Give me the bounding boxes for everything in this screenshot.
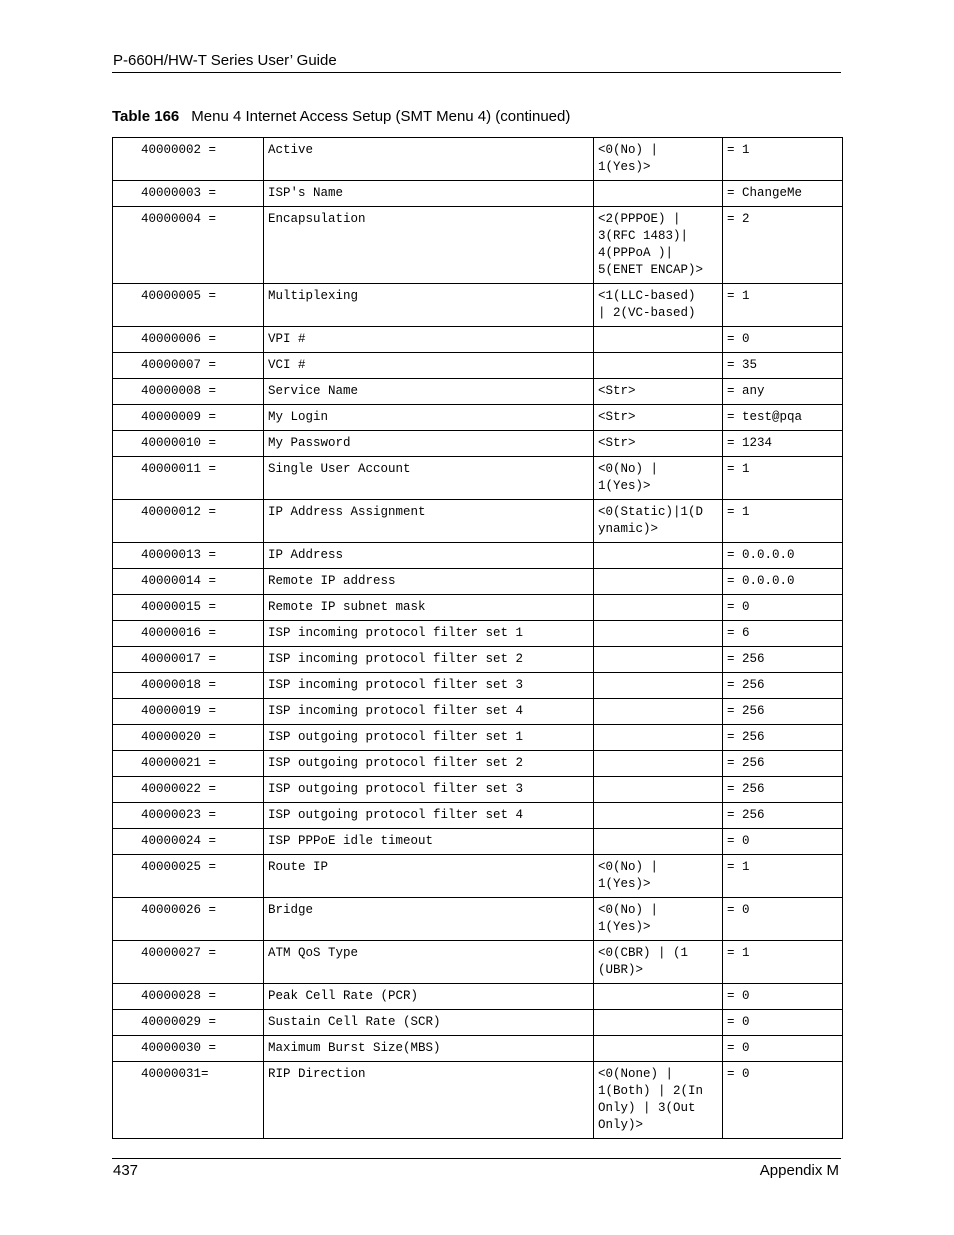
page-header-title: P-660H/HW-T Series User’ Guide [113, 52, 337, 69]
row-value-cell: = test@pqa [723, 405, 843, 431]
row-code-cell: 40000018 = [113, 673, 264, 699]
row-code-cell: 40000004 = [113, 207, 264, 284]
row-options-cell: <0(No) | 1(Yes)> [594, 855, 723, 898]
row-name-cell: My Login [264, 405, 594, 431]
row-code-cell: 40000025 = [113, 855, 264, 898]
table-row [113, 1062, 843, 1139]
row-value-cell: = 256 [723, 777, 843, 803]
row-options-cell: <0(Static)|1(D ynamic)> [594, 500, 723, 543]
row-value-cell: = 1 [723, 138, 843, 181]
row-options-cell [594, 673, 723, 699]
row-name-cell: ISP PPPoE idle timeout [264, 829, 594, 855]
row-name-cell: Bridge [264, 898, 594, 941]
table-row [113, 621, 843, 647]
row-name-cell: Encapsulation [264, 207, 594, 284]
row-code-cell: 40000017 = [113, 647, 264, 673]
table-row [113, 207, 843, 284]
table-row [113, 751, 843, 777]
row-name-cell: Single User Account [264, 457, 594, 500]
row-options-cell [594, 777, 723, 803]
footer-section: Appendix M [759, 1162, 839, 1179]
row-name-cell: Peak Cell Rate (PCR) [264, 984, 594, 1010]
row-name-cell: Route IP [264, 855, 594, 898]
row-name-cell: ISP incoming protocol filter set 4 [264, 699, 594, 725]
row-value-cell: = 35 [723, 353, 843, 379]
row-name-cell: ISP outgoing protocol filter set 1 [264, 725, 594, 751]
row-name-cell: ISP incoming protocol filter set 3 [264, 673, 594, 699]
row-value-cell: = 0 [723, 984, 843, 1010]
row-code-cell: 40000010 = [113, 431, 264, 457]
row-name-cell: My Password [264, 431, 594, 457]
row-options-cell [594, 984, 723, 1010]
table-row [113, 803, 843, 829]
row-code-cell: 40000008 = [113, 379, 264, 405]
row-value-cell: = 0 [723, 1036, 843, 1062]
row-name-cell: Maximum Burst Size(MBS) [264, 1036, 594, 1062]
row-value-cell: = 0 [723, 1010, 843, 1036]
row-code-cell: 40000030 = [113, 1036, 264, 1062]
table-row [113, 829, 843, 855]
row-value-cell: = 0.0.0.0 [723, 569, 843, 595]
row-options-cell [594, 803, 723, 829]
row-code-cell: 40000026 = [113, 898, 264, 941]
settings-table [112, 137, 843, 1139]
table-caption-label: Table 166 [112, 108, 180, 125]
row-options-cell [594, 353, 723, 379]
row-value-cell: = 1 [723, 457, 843, 500]
table-row [113, 405, 843, 431]
table-row [113, 725, 843, 751]
row-code-cell: 40000013 = [113, 543, 264, 569]
table-row [113, 284, 843, 327]
row-code-cell: 40000009 = [113, 405, 264, 431]
row-code-cell: 40000028 = [113, 984, 264, 1010]
row-name-cell: VPI # [264, 327, 594, 353]
row-value-cell: = 1 [723, 500, 843, 543]
row-code-cell: 40000012 = [113, 500, 264, 543]
row-name-cell: Multiplexing [264, 284, 594, 327]
row-options-cell: <Str> [594, 431, 723, 457]
row-name-cell: ISP's Name [264, 181, 594, 207]
row-value-cell: = 256 [723, 803, 843, 829]
row-options-cell: <0(CBR) | (1 (UBR)> [594, 941, 723, 984]
row-name-cell: Service Name [264, 379, 594, 405]
row-options-cell [594, 569, 723, 595]
table-row [113, 181, 843, 207]
table-row [113, 1010, 843, 1036]
table-row [113, 543, 843, 569]
row-value-cell: = 256 [723, 699, 843, 725]
row-value-cell: = ChangeMe [723, 181, 843, 207]
row-value-cell: = 256 [723, 725, 843, 751]
table-row [113, 855, 843, 898]
row-options-cell: <0(No) | 1(Yes)> [594, 898, 723, 941]
row-code-cell: 40000015 = [113, 595, 264, 621]
row-code-cell: 40000006 = [113, 327, 264, 353]
row-code-cell: 40000011 = [113, 457, 264, 500]
row-code-cell: 40000024 = [113, 829, 264, 855]
table-row [113, 327, 843, 353]
row-value-cell: = 1 [723, 284, 843, 327]
table-row [113, 941, 843, 984]
row-name-cell: ISP incoming protocol filter set 2 [264, 647, 594, 673]
table-row [113, 699, 843, 725]
table-row [113, 595, 843, 621]
row-options-cell [594, 595, 723, 621]
header-rule [112, 72, 841, 73]
row-options-cell: <0(No) | 1(Yes)> [594, 138, 723, 181]
row-value-cell: = 256 [723, 673, 843, 699]
row-name-cell: ISP incoming protocol filter set 1 [264, 621, 594, 647]
row-value-cell: = 0 [723, 327, 843, 353]
row-code-cell: 40000023 = [113, 803, 264, 829]
footer-rule [112, 1158, 841, 1159]
row-options-cell [594, 647, 723, 673]
table-row [113, 500, 843, 543]
row-code-cell: 40000021 = [113, 751, 264, 777]
row-value-cell: = 0.0.0.0 [723, 543, 843, 569]
table-row [113, 457, 843, 500]
row-options-cell [594, 327, 723, 353]
row-options-cell: <1(LLC-based) | 2(VC-based) [594, 284, 723, 327]
row-value-cell: = 0 [723, 595, 843, 621]
row-value-cell: = 256 [723, 751, 843, 777]
table-caption [112, 108, 570, 125]
row-code-cell: 40000020 = [113, 725, 264, 751]
row-options-cell [594, 1036, 723, 1062]
row-name-cell: Sustain Cell Rate (SCR) [264, 1010, 594, 1036]
row-options-cell: <0(None) | 1(Both) | 2(In Only) | 3(Out Only)> [594, 1062, 723, 1139]
row-code-cell: 40000005 = [113, 284, 264, 327]
row-options-cell [594, 621, 723, 647]
table-row [113, 138, 843, 181]
row-options-cell [594, 1010, 723, 1036]
row-name-cell: ISP outgoing protocol filter set 3 [264, 777, 594, 803]
row-name-cell: IP Address Assignment [264, 500, 594, 543]
table-row [113, 673, 843, 699]
row-options-cell [594, 725, 723, 751]
row-value-cell: = 2 [723, 207, 843, 284]
table-caption-text: Menu 4 Internet Access Setup (SMT Menu 4) (continued) [191, 108, 571, 125]
row-name-cell: VCI # [264, 353, 594, 379]
row-options-cell: <Str> [594, 405, 723, 431]
settings-table-body [113, 138, 843, 1139]
row-options-cell: <2(PPPOE) | 3(RFC 1483)| 4(PPPoA )| 5(ENET ENCAP)> [594, 207, 723, 284]
row-options-cell [594, 543, 723, 569]
row-value-cell: = 1234 [723, 431, 843, 457]
table-row [113, 1036, 843, 1062]
footer-page-number: 437 [113, 1162, 139, 1179]
row-code-cell: 40000002 = [113, 138, 264, 181]
row-value-cell: = 6 [723, 621, 843, 647]
row-value-cell: = 0 [723, 829, 843, 855]
row-name-cell: RIP Direction [264, 1062, 594, 1139]
row-name-cell: ISP outgoing protocol filter set 2 [264, 751, 594, 777]
row-options-cell: <0(No) | 1(Yes)> [594, 457, 723, 500]
row-code-cell: 40000016 = [113, 621, 264, 647]
table-row [113, 898, 843, 941]
row-name-cell: ISP outgoing protocol filter set 4 [264, 803, 594, 829]
row-code-cell: 40000019 = [113, 699, 264, 725]
row-value-cell: = 256 [723, 647, 843, 673]
table-row [113, 647, 843, 673]
row-options-cell [594, 181, 723, 207]
table-row [113, 431, 843, 457]
row-options-cell [594, 751, 723, 777]
row-code-cell: 40000022 = [113, 777, 264, 803]
row-code-cell: 40000031= [113, 1062, 264, 1139]
table-row [113, 777, 843, 803]
table-row [113, 353, 843, 379]
row-value-cell: = any [723, 379, 843, 405]
row-name-cell: ATM QoS Type [264, 941, 594, 984]
row-code-cell: 40000007 = [113, 353, 264, 379]
row-value-cell: = 1 [723, 941, 843, 984]
row-value-cell: = 0 [723, 898, 843, 941]
row-code-cell: 40000029 = [113, 1010, 264, 1036]
table-row [113, 984, 843, 1010]
row-code-cell: 40000003 = [113, 181, 264, 207]
row-code-cell: 40000027 = [113, 941, 264, 984]
row-options-cell [594, 699, 723, 725]
row-name-cell: Remote IP subnet mask [264, 595, 594, 621]
row-options-cell: <Str> [594, 379, 723, 405]
table-row [113, 379, 843, 405]
row-value-cell: = 0 [723, 1062, 843, 1139]
row-code-cell: 40000014 = [113, 569, 264, 595]
row-name-cell: Remote IP address [264, 569, 594, 595]
row-options-cell [594, 829, 723, 855]
row-name-cell: IP Address [264, 543, 594, 569]
row-name-cell: Active [264, 138, 594, 181]
row-value-cell: = 1 [723, 855, 843, 898]
table-row [113, 569, 843, 595]
